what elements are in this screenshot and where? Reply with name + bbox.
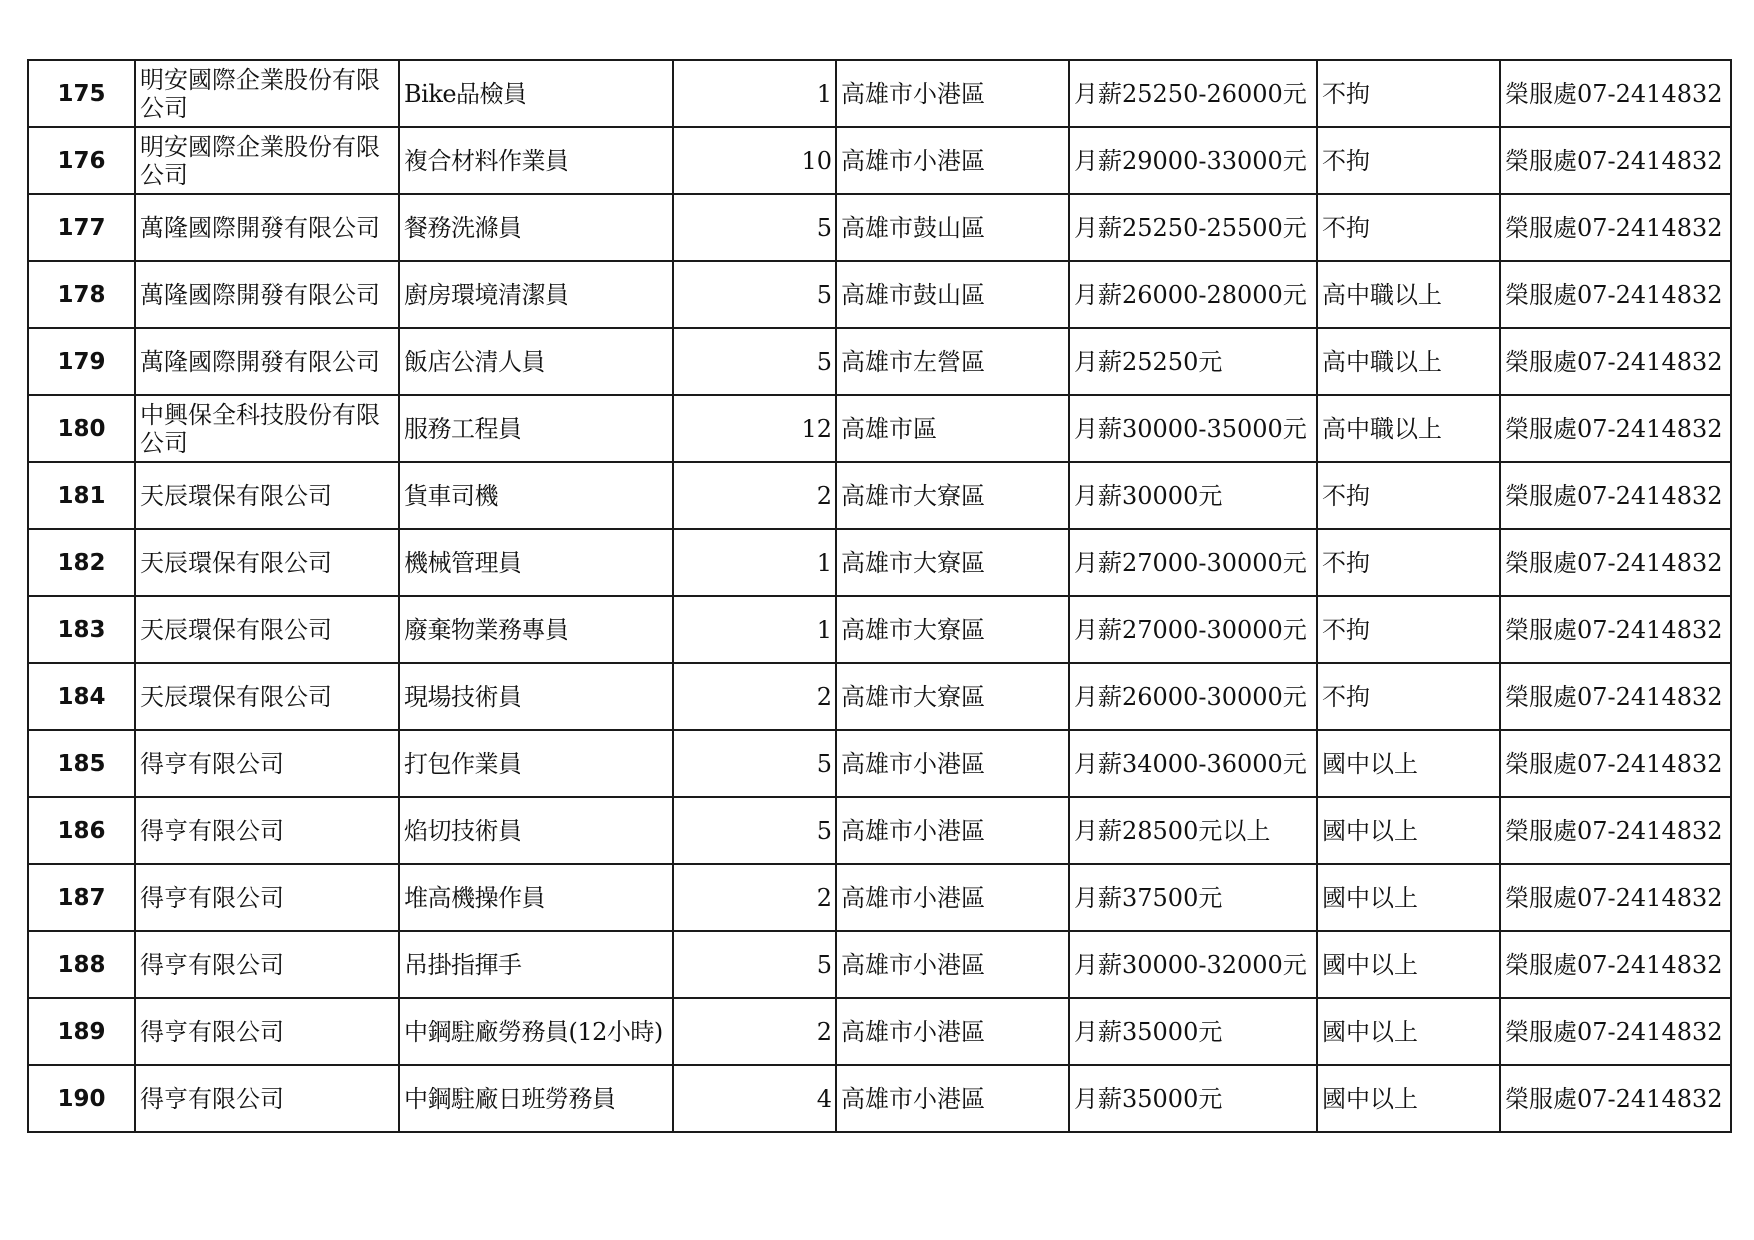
table-row: [28, 194, 1731, 261]
contact-info: 榮服處07-2414832: [1500, 1065, 1731, 1132]
table-row: [28, 328, 1731, 395]
contact-info: 榮服處07-2414832: [1500, 462, 1731, 529]
table-row: [28, 931, 1731, 998]
contact-info: 榮服處07-2414832: [1500, 60, 1731, 127]
job-title: 吊掛指揮手: [399, 931, 673, 998]
salary: 月薪25250元: [1069, 328, 1317, 395]
work-location: 高雄市區: [836, 395, 1069, 462]
company-name: 得亨有限公司: [135, 864, 399, 931]
row-number: 189: [28, 998, 135, 1065]
table-row: [28, 864, 1731, 931]
salary: 月薪25250-25500元: [1069, 194, 1317, 261]
openings-count: 2: [673, 998, 836, 1065]
education-requirement: 不拘: [1317, 596, 1500, 663]
table-row: [28, 596, 1731, 663]
work-location: 高雄市左營區: [836, 328, 1069, 395]
openings-count: 5: [673, 261, 836, 328]
row-number: 190: [28, 1065, 135, 1132]
row-number: 177: [28, 194, 135, 261]
salary: 月薪29000-33000元: [1069, 127, 1317, 194]
education-requirement: 國中以上: [1317, 1065, 1500, 1132]
company-name: 萬隆國際開發有限公司: [135, 328, 399, 395]
work-location: 高雄市小港區: [836, 730, 1069, 797]
company-name: 得亨有限公司: [135, 730, 399, 797]
table-row: [28, 730, 1731, 797]
contact-info: 榮服處07-2414832: [1500, 395, 1731, 462]
row-number: 176: [28, 127, 135, 194]
contact-info: 榮服處07-2414832: [1500, 730, 1731, 797]
work-location: 高雄市小港區: [836, 797, 1069, 864]
table-row: [28, 462, 1731, 529]
salary: 月薪27000-30000元: [1069, 596, 1317, 663]
work-location: 高雄市大寮區: [836, 596, 1069, 663]
contact-info: 榮服處07-2414832: [1500, 998, 1731, 1065]
education-requirement: 不拘: [1317, 663, 1500, 730]
table-row: [28, 127, 1731, 194]
row-number: 183: [28, 596, 135, 663]
education-requirement: 國中以上: [1317, 730, 1500, 797]
job-table-body: [28, 60, 1731, 1132]
row-number: 184: [28, 663, 135, 730]
table-row: [28, 60, 1731, 127]
row-number: 188: [28, 931, 135, 998]
company-name: 明安國際企業股份有限公司: [135, 60, 399, 127]
contact-info: 榮服處07-2414832: [1500, 797, 1731, 864]
company-name: 得亨有限公司: [135, 1065, 399, 1132]
company-name: 萬隆國際開發有限公司: [135, 261, 399, 328]
salary: 月薪30000-35000元: [1069, 395, 1317, 462]
row-number: 181: [28, 462, 135, 529]
job-title: 廢棄物業務專員: [399, 596, 673, 663]
salary: 月薪37500元: [1069, 864, 1317, 931]
education-requirement: 國中以上: [1317, 864, 1500, 931]
openings-count: 1: [673, 60, 836, 127]
job-title: 餐務洗滌員: [399, 194, 673, 261]
openings-count: 2: [673, 864, 836, 931]
contact-info: 榮服處07-2414832: [1500, 529, 1731, 596]
table-row: [28, 797, 1731, 864]
row-number: 179: [28, 328, 135, 395]
education-requirement: 不拘: [1317, 462, 1500, 529]
table-row: [28, 998, 1731, 1065]
company-name: 得亨有限公司: [135, 931, 399, 998]
company-name: 天辰環保有限公司: [135, 529, 399, 596]
company-name: 天辰環保有限公司: [135, 462, 399, 529]
openings-count: 1: [673, 596, 836, 663]
contact-info: 榮服處07-2414832: [1500, 194, 1731, 261]
contact-info: 榮服處07-2414832: [1500, 931, 1731, 998]
job-title: 飯店公清人員: [399, 328, 673, 395]
salary: 月薪35000元: [1069, 1065, 1317, 1132]
work-location: 高雄市小港區: [836, 60, 1069, 127]
company-name: 中興保全科技股份有限公司: [135, 395, 399, 462]
job-title: Bike品檢員: [399, 60, 673, 127]
salary: 月薪25250-26000元: [1069, 60, 1317, 127]
openings-count: 1: [673, 529, 836, 596]
work-location: 高雄市小港區: [836, 864, 1069, 931]
row-number: 186: [28, 797, 135, 864]
education-requirement: 高中職以上: [1317, 261, 1500, 328]
job-title: 中鋼駐廠勞務員(12小時): [399, 998, 673, 1065]
row-number: 182: [28, 529, 135, 596]
salary: 月薪30000元: [1069, 462, 1317, 529]
openings-count: 12: [673, 395, 836, 462]
row-number: 180: [28, 395, 135, 462]
contact-info: 榮服處07-2414832: [1500, 596, 1731, 663]
salary: 月薪28500元以上: [1069, 797, 1317, 864]
job-title: 堆高機操作員: [399, 864, 673, 931]
openings-count: 5: [673, 931, 836, 998]
openings-count: 2: [673, 462, 836, 529]
openings-count: 10: [673, 127, 836, 194]
openings-count: 5: [673, 194, 836, 261]
work-location: 高雄市大寮區: [836, 663, 1069, 730]
openings-count: 5: [673, 797, 836, 864]
work-location: 高雄市小港區: [836, 998, 1069, 1065]
table-row: [28, 1065, 1731, 1132]
company-name: 得亨有限公司: [135, 797, 399, 864]
salary: 月薪35000元: [1069, 998, 1317, 1065]
education-requirement: 國中以上: [1317, 998, 1500, 1065]
education-requirement: 不拘: [1317, 529, 1500, 596]
job-listing-table: [27, 59, 1732, 1133]
openings-count: 5: [673, 730, 836, 797]
work-location: 高雄市大寮區: [836, 462, 1069, 529]
openings-count: 4: [673, 1065, 836, 1132]
company-name: 得亨有限公司: [135, 998, 399, 1065]
table-row: [28, 261, 1731, 328]
salary: 月薪26000-28000元: [1069, 261, 1317, 328]
row-number: 175: [28, 60, 135, 127]
work-location: 高雄市鼓山區: [836, 194, 1069, 261]
table-row: [28, 395, 1731, 462]
contact-info: 榮服處07-2414832: [1500, 127, 1731, 194]
salary: 月薪30000-32000元: [1069, 931, 1317, 998]
contact-info: 榮服處07-2414832: [1500, 261, 1731, 328]
salary: 月薪27000-30000元: [1069, 529, 1317, 596]
education-requirement: 不拘: [1317, 60, 1500, 127]
education-requirement: 不拘: [1317, 127, 1500, 194]
company-name: 天辰環保有限公司: [135, 663, 399, 730]
contact-info: 榮服處07-2414832: [1500, 328, 1731, 395]
work-location: 高雄市鼓山區: [836, 261, 1069, 328]
table-row: [28, 529, 1731, 596]
work-location: 高雄市大寮區: [836, 529, 1069, 596]
job-title: 焰切技術員: [399, 797, 673, 864]
salary: 月薪26000-30000元: [1069, 663, 1317, 730]
work-location: 高雄市小港區: [836, 931, 1069, 998]
job-title: 複合材料作業員: [399, 127, 673, 194]
job-title: 廚房環境清潔員: [399, 261, 673, 328]
education-requirement: 高中職以上: [1317, 395, 1500, 462]
job-title: 機械管理員: [399, 529, 673, 596]
job-title: 中鋼駐廠日班勞務員: [399, 1065, 673, 1132]
openings-count: 5: [673, 328, 836, 395]
company-name: 萬隆國際開發有限公司: [135, 194, 399, 261]
row-number: 178: [28, 261, 135, 328]
job-title: 服務工程員: [399, 395, 673, 462]
work-location: 高雄市小港區: [836, 1065, 1069, 1132]
openings-count: 2: [673, 663, 836, 730]
company-name: 天辰環保有限公司: [135, 596, 399, 663]
job-title: 貨車司機: [399, 462, 673, 529]
education-requirement: 高中職以上: [1317, 328, 1500, 395]
education-requirement: 國中以上: [1317, 931, 1500, 998]
company-name: 明安國際企業股份有限公司: [135, 127, 399, 194]
education-requirement: 國中以上: [1317, 797, 1500, 864]
job-title: 現場技術員: [399, 663, 673, 730]
contact-info: 榮服處07-2414832: [1500, 864, 1731, 931]
salary: 月薪34000-36000元: [1069, 730, 1317, 797]
job-title: 打包作業員: [399, 730, 673, 797]
row-number: 185: [28, 730, 135, 797]
education-requirement: 不拘: [1317, 194, 1500, 261]
table-row: [28, 663, 1731, 730]
row-number: 187: [28, 864, 135, 931]
contact-info: 榮服處07-2414832: [1500, 663, 1731, 730]
work-location: 高雄市小港區: [836, 127, 1069, 194]
